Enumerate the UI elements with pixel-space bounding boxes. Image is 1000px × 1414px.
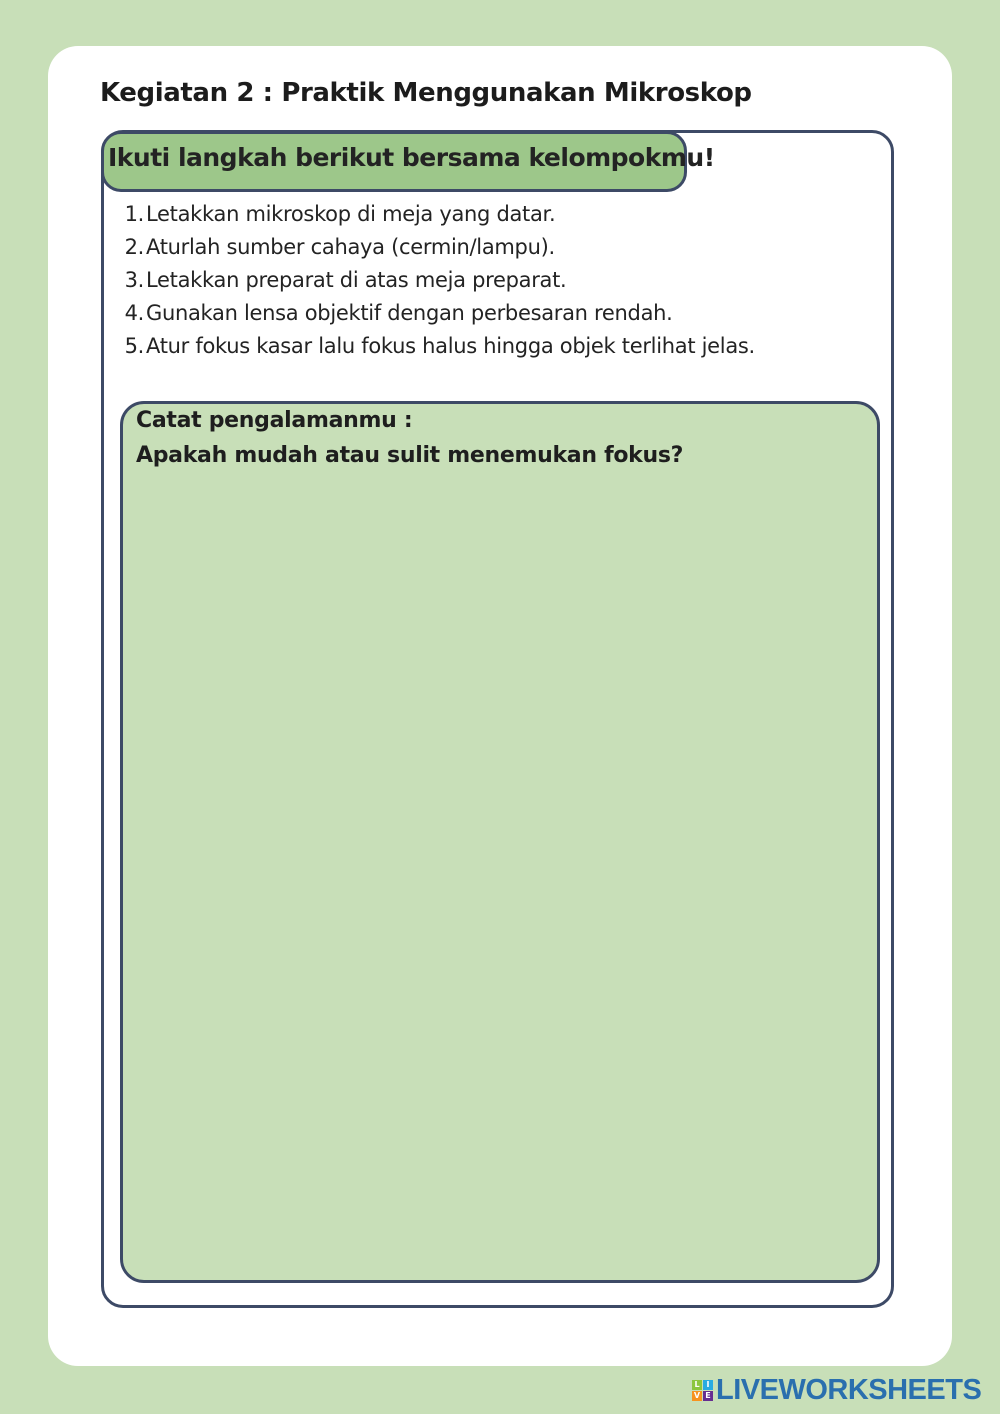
step-text: Letakkan mikroskop di meja yang datar. xyxy=(146,202,556,226)
steps-list xyxy=(118,202,755,367)
liveworksheets-logo-icon xyxy=(692,1380,713,1401)
notes-label: Catat pengalamanmu : xyxy=(136,408,413,433)
step-number: 2. xyxy=(124,235,144,259)
notes-answer-field[interactable] xyxy=(130,480,870,1270)
step-number: 5. xyxy=(124,334,144,358)
step-text: Atur fokus kasar lalu fokus halus hingga objek terlihat jelas. xyxy=(146,334,755,358)
step-number: 3. xyxy=(124,268,144,292)
liveworksheets-brand xyxy=(692,1373,982,1406)
logo-letter: V xyxy=(693,1390,701,1400)
liveworksheets-wordmark: LIVEWORKSHEETS xyxy=(716,1373,982,1406)
step-item-4 xyxy=(118,301,755,334)
notes-question: Apakah mudah atau sulit menemukan fokus? xyxy=(136,443,684,468)
step-item-1 xyxy=(118,202,755,235)
logo-letter: E xyxy=(703,1391,713,1401)
logo-letter: L xyxy=(692,1380,702,1390)
instruction-heading: Ikuti langkah berikut bersama kelompokmu! xyxy=(108,143,715,172)
step-number: 1. xyxy=(124,202,144,226)
step-item-2 xyxy=(118,235,755,268)
activity-title: Kegiatan 2 : Praktik Menggunakan Mikroskop xyxy=(100,78,752,108)
step-text: Aturlah sumber cahaya (cermin/lampu). xyxy=(146,235,555,259)
step-number: 4. xyxy=(124,301,144,325)
step-item-3 xyxy=(118,268,755,301)
step-text: Gunakan lensa objektif dengan perbesaran rendah. xyxy=(146,301,673,325)
logo-letter: I xyxy=(703,1380,713,1390)
step-item-5 xyxy=(118,334,755,367)
step-text: Letakkan preparat di atas meja preparat. xyxy=(146,268,567,292)
